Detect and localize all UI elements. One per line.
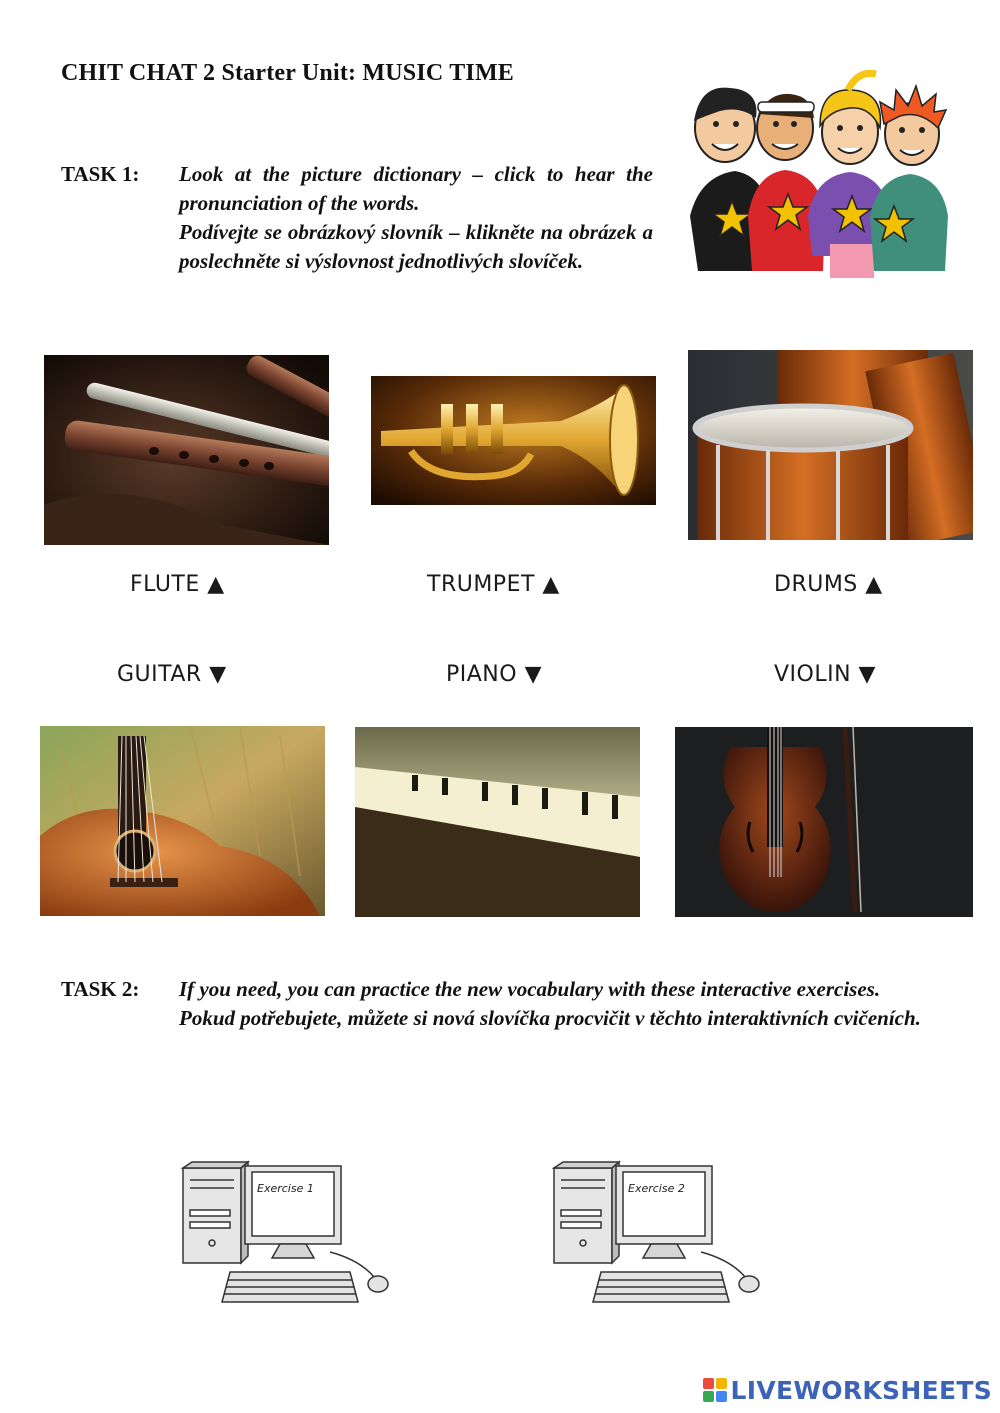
flute-photo[interactable] bbox=[44, 355, 329, 545]
page-title: CHIT CHAT 2 Starter Unit: MUSIC TIME bbox=[61, 60, 515, 86]
exercise-1-label: Exercise 1 bbox=[257, 1182, 314, 1195]
violin-photo[interactable] bbox=[675, 727, 973, 917]
exercise-1-link[interactable] bbox=[180, 1160, 395, 1308]
word-trumpet[interactable]: TRUMPET ▲ bbox=[427, 572, 560, 597]
drums-photo[interactable] bbox=[688, 350, 973, 540]
task1-label: TASK 1: bbox=[61, 162, 140, 186]
task2-instructions bbox=[179, 975, 938, 1033]
exercise-2-label: Exercise 2 bbox=[628, 1182, 685, 1195]
trumpet-photo[interactable] bbox=[371, 376, 656, 505]
word-flute[interactable]: FLUTE ▲ bbox=[130, 572, 225, 597]
word-drums[interactable]: DRUMS ▲ bbox=[774, 572, 883, 597]
word-piano[interactable]: PIANO ▼ bbox=[446, 662, 542, 687]
task1-english: Look at the picture dictionary – click to hear the pronunciation of the words. bbox=[179, 162, 653, 215]
kids-illustration bbox=[680, 66, 960, 286]
guitar-photo[interactable] bbox=[40, 726, 325, 916]
brand-name: LIVEWORKSHEETS bbox=[730, 1375, 992, 1405]
task2-english: If you need, you can practice the new vocabulary with these interactive exercises. bbox=[179, 977, 881, 1001]
task1-instructions bbox=[179, 160, 653, 276]
task1-czech: Podívejte se obrázkový slovník – klikněte na obrázek a poslechněte si výslovnost jednotlivých slovíček. bbox=[179, 220, 653, 273]
liveworksheets-logo bbox=[703, 1377, 992, 1403]
piano-photo[interactable] bbox=[355, 727, 640, 917]
task2-czech: Pokud potřebujete, můžete si nová slovíčka procvičit v těchto interaktivních cvičeních. bbox=[179, 1006, 921, 1030]
task2-label: TASK 2: bbox=[61, 977, 140, 1001]
liveworksheets-blocks-icon bbox=[703, 1378, 727, 1402]
word-violin[interactable]: VIOLIN ▼ bbox=[774, 662, 876, 687]
exercise-2-link[interactable] bbox=[551, 1160, 766, 1308]
word-guitar[interactable]: GUITAR ▼ bbox=[117, 662, 227, 687]
